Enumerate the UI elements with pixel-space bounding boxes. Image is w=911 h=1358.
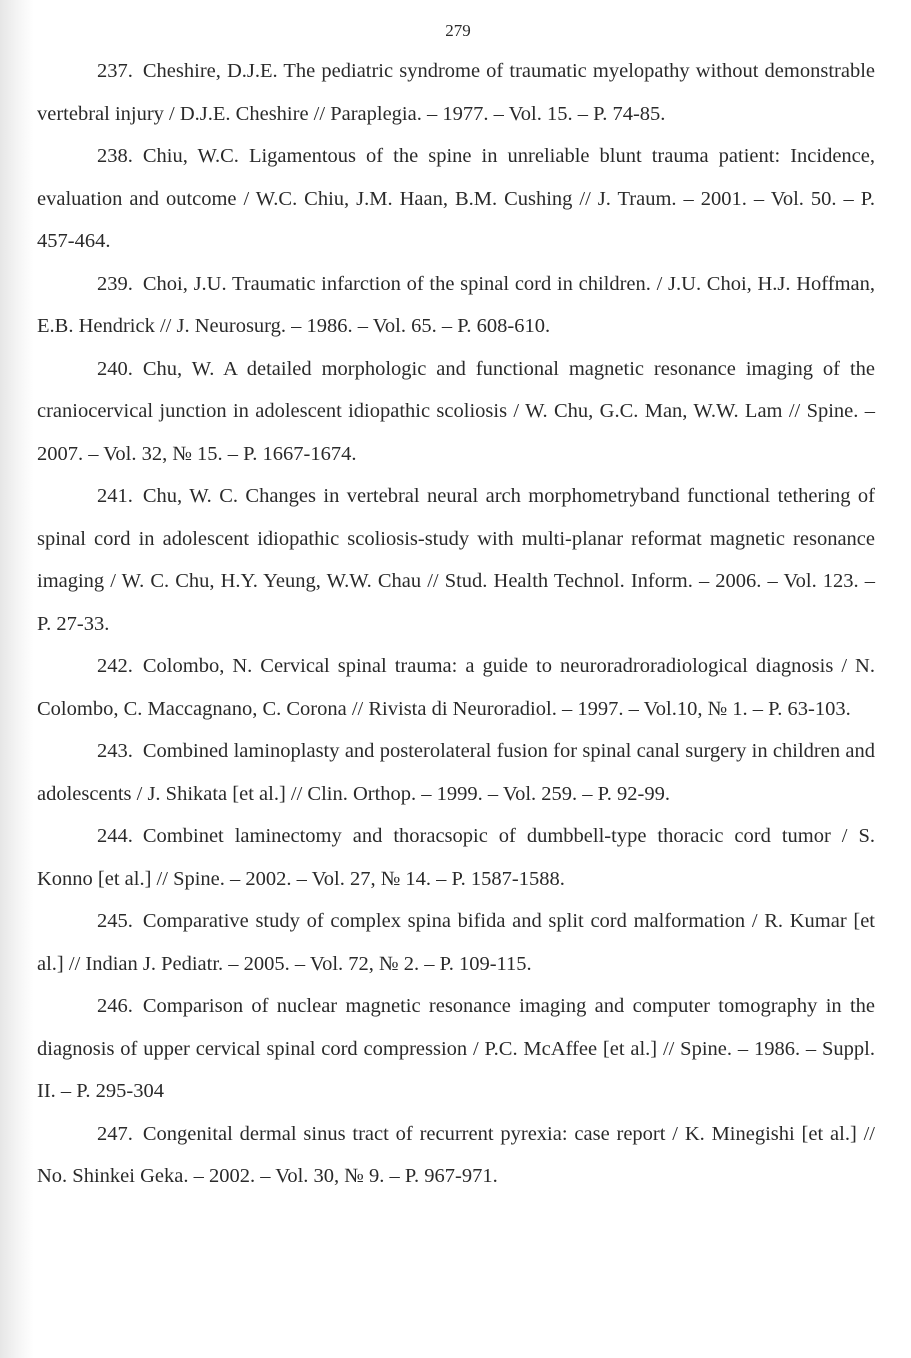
reference-text: Colombo, N. Cervical spinal trauma: a guide to neuroradroradiological diagnosis / N. Colombo, C. Maccagnano, C. Corona // Rivista di Neuroradiol. – 1997. – Vol.10, № 1. – P. 63-103. bbox=[37, 655, 875, 720]
reference-text: Combinet laminectomy and thoracsopic of dumbbell-type thoracic cord tumor / S. Konno [et al.] // Spine. – 2002. – Vol. 27, № 14. – P. 1587-1588. bbox=[37, 825, 875, 890]
reference-text: Chu, W. C. Changes in vertebral neural arch morphometryband functional tethering of spinal cord in adolescent idiopathic scoliosis-study with multi-planar reformat magnetic resonance imaging / W. C. Chu, H.Y. Yeung, W.W. Chau // Stud. Health Technol. Inform. – 2006. – Vol. 123. – P. 27-33. bbox=[37, 485, 875, 635]
reference-number: 239. bbox=[97, 272, 133, 295]
reference-number: 237. bbox=[97, 60, 133, 82]
reference-text: Combined laminoplasty and posterolateral fusion for spinal canal surgery in children and adolescents / J. Shikata [et al.] // Clin. Orthop. – 1999. – Vol. 259. – P. 92-99. bbox=[37, 740, 875, 805]
reference-number: 246. bbox=[97, 995, 133, 1017]
reference-number: 245. bbox=[97, 910, 133, 932]
reference-list bbox=[37, 50, 875, 1198]
reference-number: 242. bbox=[97, 655, 133, 677]
reference-entry bbox=[37, 348, 875, 476]
reference-text: Chiu, W.C. Ligamentous of the spine in unreliable blunt trauma patient: Incidence, evaluation and outcome / W.C. Chiu, J.M. Haan, B.M. Cushing // J. Traum. – 2001. – Vol. 50. – P. 457-464. bbox=[37, 145, 875, 252]
document-page bbox=[37, 20, 875, 1198]
reference-entry bbox=[37, 645, 875, 730]
reference-entry bbox=[37, 475, 875, 645]
reference-entry bbox=[37, 135, 875, 263]
reference-entry bbox=[37, 730, 875, 815]
reference-text: Cheshire, D.J.E. The pediatric syndrome of traumatic myelopathy without demonstrable vertebral injury / D.J.E. Cheshire // Paraplegia. – 1977. – Vol. 15. – P. 74-85. bbox=[37, 60, 875, 125]
reference-number: 240. bbox=[97, 357, 133, 380]
reference-number: 244. bbox=[97, 825, 133, 847]
reference-text: Comparative study of complex spina bifida and split cord malformation / R. Kumar [et al.] // Indian J. Pediatr. – 2005. – Vol. 72, № 2. – P. 109-115. bbox=[37, 910, 875, 975]
reference-entry bbox=[37, 263, 875, 348]
reference-text: Chu, W. A detailed morphologic and functional magnetic resonance imaging of the craniocervical junction in adolescent idiopathic scoliosis / W. Chu, G.C. Man, W.W. Lam // Spine. – 2007. – Vol. 32, № 15. – P. 1667-1674. bbox=[37, 357, 875, 465]
reference-number: 241. bbox=[97, 485, 133, 507]
reference-number: 243. bbox=[97, 740, 133, 762]
reference-entry bbox=[37, 900, 875, 985]
reference-entry bbox=[37, 50, 875, 135]
reference-text: Congenital dermal sinus tract of recurrent pyrexia: case report / K. Minegishi [et al.] // No. Shinkei Geka. – 2002. – Vol. 30, № 9. – P. 967-971. bbox=[37, 1122, 875, 1187]
reference-number: 247. bbox=[97, 1122, 133, 1145]
reference-text: Comparison of nuclear magnetic resonance imaging and computer tomography in the diagnosis of upper cervical spinal cord compression / P.C. McAffee [et al.] // Spine. – 1986. – Suppl. II. – P. 295-304 bbox=[37, 995, 875, 1102]
reference-entry bbox=[37, 985, 875, 1113]
reference-number: 238. bbox=[97, 145, 133, 167]
reference-text: Choi, J.U. Traumatic infarction of the spinal cord in children. / J.U. Choi, H.J. Hoffman, E.B. Hendrick // J. Neurosurg. – 1986. – Vol. 65. – P. 608-610. bbox=[37, 272, 875, 337]
reference-entry bbox=[37, 815, 875, 900]
page-edge-shadow bbox=[0, 0, 34, 1358]
page-number: 279 bbox=[445, 21, 471, 40]
reference-entry bbox=[37, 1113, 875, 1198]
